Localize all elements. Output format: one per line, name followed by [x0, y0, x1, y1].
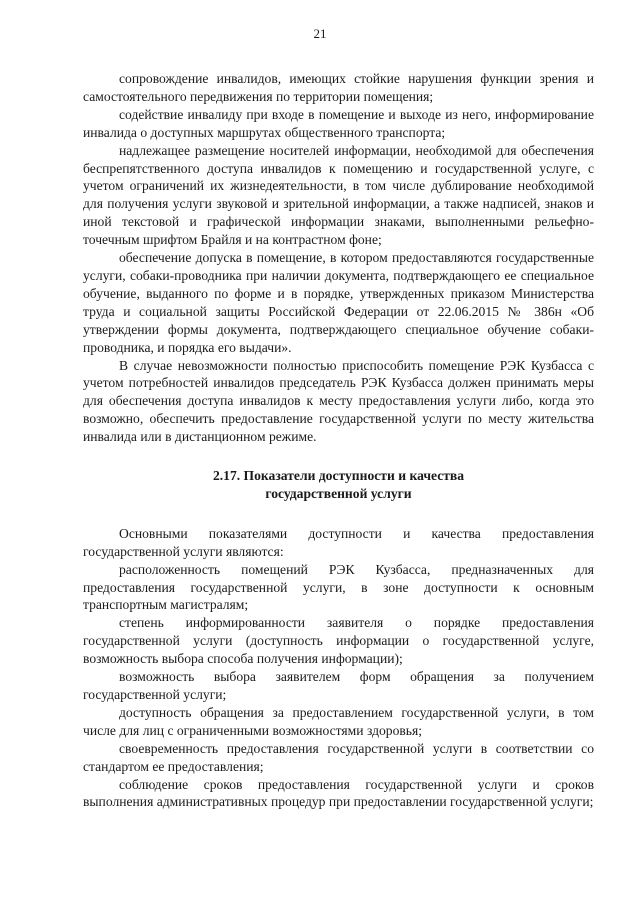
paragraph: Основными показателями доступности и качества предоставления государственной услуги являются: [83, 525, 594, 559]
paragraph: степень информированности заявителя о порядке предоставления государственной услуги (доступность информации о государственной услуге, возможность выбора способа получения информации); [83, 615, 594, 667]
section-heading-line1: 2.17. Показатели доступности и качества [212, 468, 465, 484]
paragraph: своевременность предоставления государственной услуги в соответствии со стандартом ее предоставления; [83, 740, 594, 774]
paragraph: соблюдение сроков предоставления государственной услуги и сроков выполнения административных процедур при предоставлении государственной услуги; [83, 776, 594, 810]
section-heading [83, 467, 594, 503]
paragraph: доступность обращения за предоставлением государственной услуги, в том числе для лиц с ограниченными возможностями здоровья; [83, 704, 594, 738]
paragraph: надлежащее размещение носителей информации, необходимой для обеспечения беспрепятственного доступа инвалидов к помещению и государственной услуге, с учетом ограничений их жизнедеятельности, в том числе дублирование необходимой для получения услуги звуковой и зрительной информации, а также надписей, знаков и иной текстовой и графической информации знаками, выполненными рельефно-точечным шрифтом Брайля и на контрастном фоне; [83, 142, 594, 248]
paragraph: расположенность помещений РЭК Кузбасса, предназначенных для предоставления государственной услуги, в зоне доступности к основным транспортным магистралям; [83, 561, 594, 613]
page-number: 21 [313, 26, 327, 41]
paragraph: возможность выбора заявителем форм обращения за получением государственной услуги; [83, 669, 594, 702]
paragraph: содействие инвалиду при входе в помещение и выходе из него, информирование инвалида о доступных маршрутах общественного транспорта; [83, 106, 594, 140]
paragraph: сопровождение инвалидов, имеющих стойкие нарушения функции зрения и самостоятельного передвижения по территории помещения; [83, 71, 594, 104]
paragraph: обеспечение допуска в помещение, в котором предоставляются государственные услуги, собаки-проводника при наличии документа, подтверждающего ее специальное обучение, выданного по форме и в порядке, утвержденных приказом Министерства труда и социальной защиты Российской Федерации от 22.06.2015 № 386н «Об утверждении формы документа, подтверждающего специальное обучение собаки-проводника, и порядка его выдачи». [83, 250, 594, 355]
paragraph: В случае невозможности полностью приспособить помещение РЭК Кузбасса с учетом потребностей инвалидов председатель РЭК Кузбасса должен принимать меры для обеспечения доступа инвалидов к месту предоставления услуги либо, когда это возможно, обеспечить предоставление государственной услуги по месту жительства инвалида или в дистанционном режиме. [83, 357, 594, 445]
section-heading-line2: государственной услуги [265, 485, 412, 501]
document-body [83, 70, 594, 811]
